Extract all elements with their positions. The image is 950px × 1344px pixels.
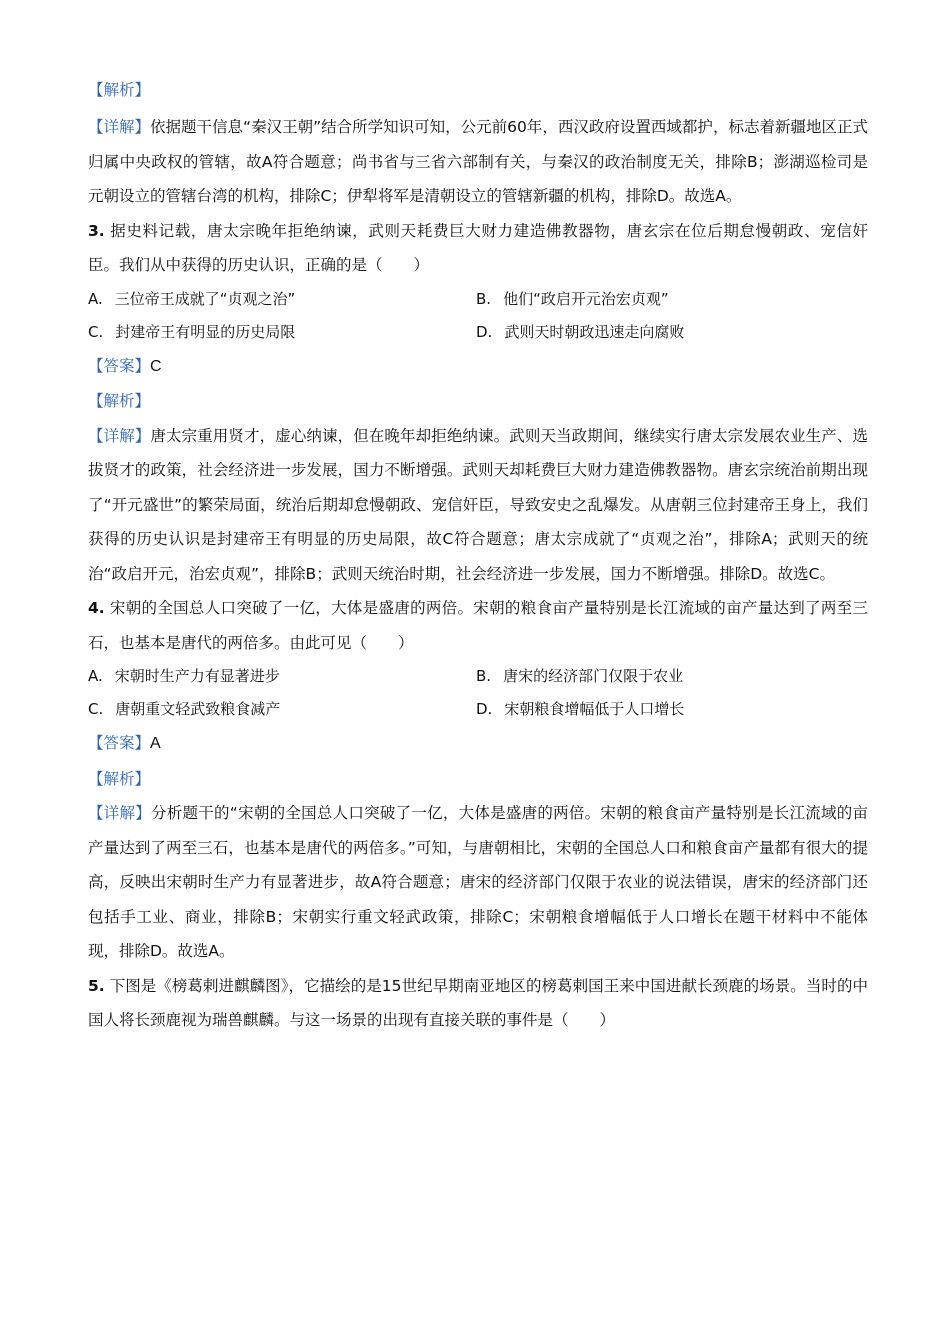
- option-c[interactable]: [88, 693, 476, 726]
- question-stem-text: 下图是《榜葛剌进麒麟图》，它描绘的是15世纪早期南亚地区的榜葛剌国王来中国进献长颈鹿的场景。当时的中国人将长颈鹿视为瑞兽麒麟。与这一场景的出现有直接关联的事件是（ ）: [88, 976, 868, 1029]
- detail-text: 唐太宗重用贤才，虚心纳谏，但在晚年却拒绝纳谏。武则天当政期间，继续实行唐太宗发展农业生产、选拔贤才的政策，社会经济进一步发展，国力不断增强。武则天却耗费巨大财力建造佛教器物。唐玄宗统治前期出现了“开元盛世”的繁荣局面，统治后期却怠慢朝政、宠信奸臣，导致安史之乱爆发。从唐朝三位封建帝王身上，我们获得的历史认识是封建帝王有明显的历史局限，故C符合题意；唐太宗成就了“贞观之治”，排除A；武则天的统治“政启开元，治宏贞观”，排除B；武则天统治时期，社会经济进一步发展，国力不断增强。排除D。故选C。: [88, 426, 868, 583]
- option-b[interactable]: [476, 660, 868, 693]
- option-text: 三位帝王成就了“贞观之治”: [114, 289, 296, 308]
- option-text: 唐朝重文轻武致粮食减产: [115, 700, 281, 718]
- option-label: C.: [88, 322, 104, 341]
- option-label: B.: [476, 289, 492, 308]
- option-label: B.: [476, 667, 492, 685]
- question-number: 4.: [88, 599, 105, 617]
- question-number: 5.: [88, 976, 105, 995]
- detail-text: 依据题干信息“秦汉王朝”结合所学知识可知，公元前60年，西汉政府设置西域都护，标志着新疆地区正式归属中央政权的管辖，故A符合题意；尚书省与三省六部制有关，与秦汉的政治制度无关，排除B；澎湖巡检司是元朝设立的管辖台湾的机构，排除C；伊犁将军是清朝设立的管辖新疆的机构，排除D。故选A。: [88, 118, 868, 205]
- detail-tag: 【详解】: [88, 426, 151, 445]
- option-d[interactable]: [476, 316, 868, 349]
- detail-paragraph: [88, 796, 868, 969]
- question-stem-text: 宋朝的全国总人口突破了一亿，大体是盛唐的两倍。宋朝的粮食亩产量特别是长江流域的亩产量达到了两至三石，也基本是唐代的两倍多。由此可见（ ）: [88, 599, 868, 652]
- option-d[interactable]: [476, 693, 868, 726]
- option-label: A.: [88, 289, 103, 308]
- option-label: A.: [88, 667, 103, 685]
- question-3-options: [88, 283, 868, 349]
- detail-paragraph: [88, 419, 868, 592]
- option-text: 武则天时朝政迅速走向腐败: [504, 322, 685, 341]
- detail-paragraph: [88, 110, 868, 214]
- analysis-tag: 【解析】: [88, 392, 151, 410]
- option-a[interactable]: [88, 283, 476, 316]
- option-c[interactable]: [88, 316, 476, 349]
- question-number: 3.: [88, 221, 105, 240]
- answer-tag: 【答案】: [88, 356, 151, 375]
- option-label: C.: [88, 700, 104, 718]
- option-text: 宋朝时生产力有显著进步: [114, 667, 280, 685]
- question-stem-text: 据史料记载，唐太宗晚年拒绝纳谏，武则天耗费巨大财力建造佛教器物，唐玄宗在位后期怠慢朝政、宠信奸臣。我们从中获得的历史认识，正确的是（ ）: [88, 221, 868, 274]
- option-a[interactable]: [88, 660, 476, 693]
- question-5-stem: [88, 969, 868, 1038]
- answer-value: C: [150, 357, 162, 375]
- question-3-stem: [88, 214, 868, 283]
- option-text: 封建帝王有明显的历史局限: [115, 322, 296, 341]
- answer-tag: 【答案】: [88, 734, 151, 752]
- question-4-options: [88, 660, 868, 726]
- option-text: 他们“政启开元治宏贞观”: [503, 289, 669, 308]
- detail-text: 分析题干的“宋朝的全国总人口突破了一亿，大体是盛唐的两倍。宋朝的粮食亩产量特别是长江流域的亩产量达到了两至三石，也基本是唐代的两倍多。”可知，与唐朝相比，宋朝的全国总人口和粮食亩产量都有很大的提高，反映出宋朝时生产力有显著进步，故A符合题意；唐宋的经济部门仅限于农业的说法错误，唐宋的经济部门还包括手工业、商业，排除B；宋朝实行重文轻武政策，排除C；宋朝粮食增幅低于人口增长在题干材料中不能体现，排除D。故选A。: [88, 804, 868, 960]
- answer-line: [88, 726, 868, 762]
- detail-tag: 【详解】: [88, 804, 152, 822]
- answer-value: A: [150, 735, 161, 752]
- option-text: 宋朝粮食增幅低于人口增长: [504, 700, 685, 718]
- question-4-stem: [88, 591, 868, 660]
- option-label: D.: [476, 700, 493, 718]
- document-page: [88, 78, 868, 1038]
- detail-tag: 【详解】: [88, 118, 151, 136]
- option-label: D.: [476, 322, 493, 341]
- option-b[interactable]: [476, 283, 868, 316]
- answer-line: [88, 349, 868, 385]
- analysis-tag: 【解析】: [88, 81, 151, 99]
- analysis-tag: 【解析】: [88, 769, 151, 788]
- option-text: 唐宋的经济部门仅限于农业: [503, 667, 684, 685]
